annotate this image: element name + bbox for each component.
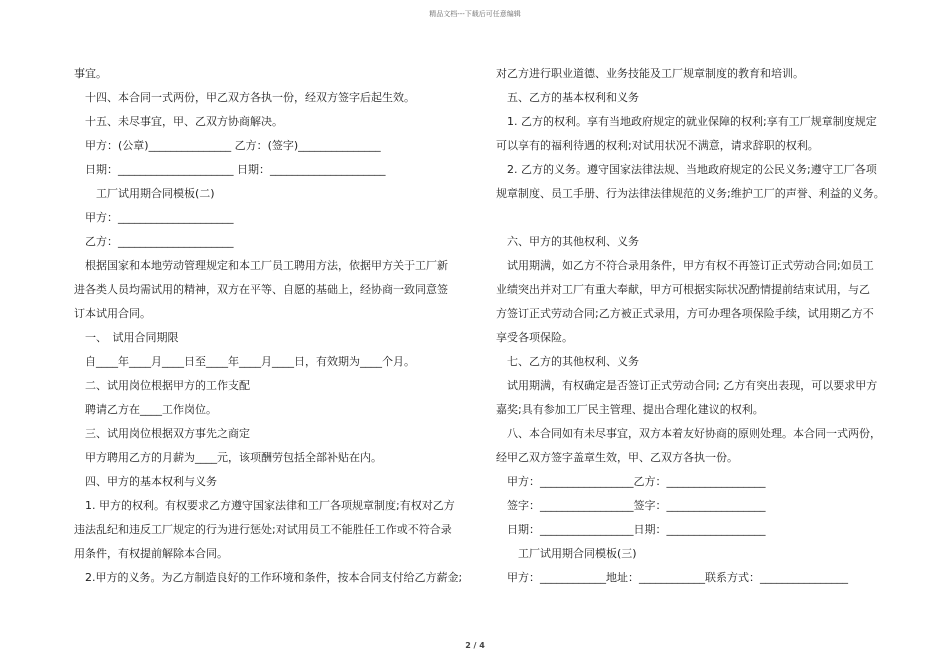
blank-line — [496, 206, 880, 230]
text-line: 根据国家和本地劳动管理规定和本工厂员工聘用方法，依据甲方关于工厂新 — [74, 259, 448, 272]
text-line: 1. 乙方的权利。享有当地政府规定的就业保障的权利;享有工厂规章制度规定 — [496, 115, 877, 128]
text-line: 聘请乙方在____工作岗位。 — [74, 403, 217, 416]
text-line: 自____年____月____日至____年____月____日，有效期为____个月。 — [74, 355, 415, 368]
clause-heading: 四、甲方的基本权利与义务 — [74, 475, 217, 488]
text-line: 享受各项保险。 — [496, 331, 573, 344]
text-line: 违法乱纪和违反工厂规定的行为进行惩处;对试用员工不能胜任工作或不符合录 — [74, 523, 452, 536]
text-line: 方签订正式劳动合同;乙方被正式录用，方可办理各项保险手续，试用期乙方不 — [496, 307, 874, 320]
text-line: 经甲乙双方签字盖章生效，甲、乙双方各执一份。 — [496, 451, 738, 464]
text-line: 试用期满，有权确定是否签订正式劳动合同; 乙方有突出表现，可以要求甲方 — [496, 379, 878, 392]
signature-line: 甲方：_________________乙方：__________________ — [496, 475, 766, 488]
page-number: 2 / 4 — [465, 641, 485, 650]
page-header-note: 精品文档---下载后可任意编辑 — [429, 10, 521, 18]
signature-line: 日期：_________________日期：__________________ — [496, 523, 766, 536]
text-line: 八、本合同如有未尽事宜，双方本着友好协商的原则处理。本合同一式两份， — [496, 427, 881, 440]
text-line: 2.甲方的义务。为乙方制造良好的工作环境和条件，按本合同支付给乙方薪金; — [74, 571, 463, 584]
text-line: 1. 甲方的权利。有权要求乙方遵守国家法律和工厂各项规章制度;有权对乙方 — [74, 499, 455, 512]
right-column — [496, 62, 885, 590]
text-line: 进各类人员均需试用的精神，双方在平等、自愿的基础上，经协商一致同意签 — [74, 283, 448, 296]
clause-heading: 一、 试用合同期限 — [74, 331, 179, 344]
clause-heading: 二、试用岗位根据甲方的工作支配 — [74, 379, 250, 392]
text-line: 十四、本合同一式两份，甲乙双方各执一份，经双方签字后起生效。 — [74, 91, 415, 104]
text-line: 嘉奖;具有参加工厂民主管理、提出合理化建议的权利。 — [496, 403, 764, 416]
text-line: 事宜。 — [74, 67, 107, 80]
text-line: 订本试用合同。 — [74, 307, 151, 320]
text-line: 甲方：_____________________ — [74, 211, 234, 224]
text-line: 规章制度、员工手册、行为法律法律规范的义务;维护工厂的声誉、利益的义务。 — [496, 187, 885, 200]
text-line: 乙方：_____________________ — [74, 235, 234, 248]
text-line: 2. 乙方的义务。遵守国家法律法规、当地政府规定的公民义务;遵守工厂各项 — [496, 163, 877, 176]
clause-heading: 七、乙方的其他权利、义务 — [496, 355, 639, 368]
text-line: 对乙方进行职业道德、业务技能及工厂规章制度的教育和培训。 — [496, 67, 804, 80]
text-line: 业绩突出并对工厂有重大奉献，甲方可根据实际状况酌情提前结束试用，与乙 — [496, 283, 870, 296]
text-line: 用条件，有权提前解除本合同。 — [74, 547, 228, 560]
clause-heading: 三、试用岗位根据双方事先之商定 — [74, 427, 250, 440]
text-line: 甲方：(公章)_______________ 乙方：(签字)_______________ — [74, 139, 381, 152]
text-line: 甲方聘用乙方的月薪为____元，该项酬劳包括全部补贴在内。 — [74, 451, 382, 464]
section-title: 工厂试用期合同模板(二) — [74, 187, 215, 200]
section-title: 工厂试用期合同模板(三) — [496, 547, 637, 560]
clause-heading: 五、乙方的基本权利和义务 — [496, 91, 639, 104]
signature-line: 签字：_________________签字：__________________ — [496, 499, 766, 512]
signature-line: 甲方：____________地址：____________联系方式：________________ — [496, 571, 848, 584]
text-line: 试用期满，如乙方不符合录用条件，甲方有权不再签订正式劳动合同;如员工 — [496, 259, 874, 272]
clause-heading: 六、甲方的其他权利、义务 — [496, 235, 639, 248]
text-line: 可以享有的福利待遇的权利;对试用状况不满意，请求辞职的权利。 — [496, 139, 819, 152]
text-line: 十五、未尽事宜，甲、乙双方协商解决。 — [74, 115, 283, 128]
text-line: 日期：_____________________ 日期：_____________________ — [74, 163, 386, 176]
left-column — [74, 62, 474, 590]
